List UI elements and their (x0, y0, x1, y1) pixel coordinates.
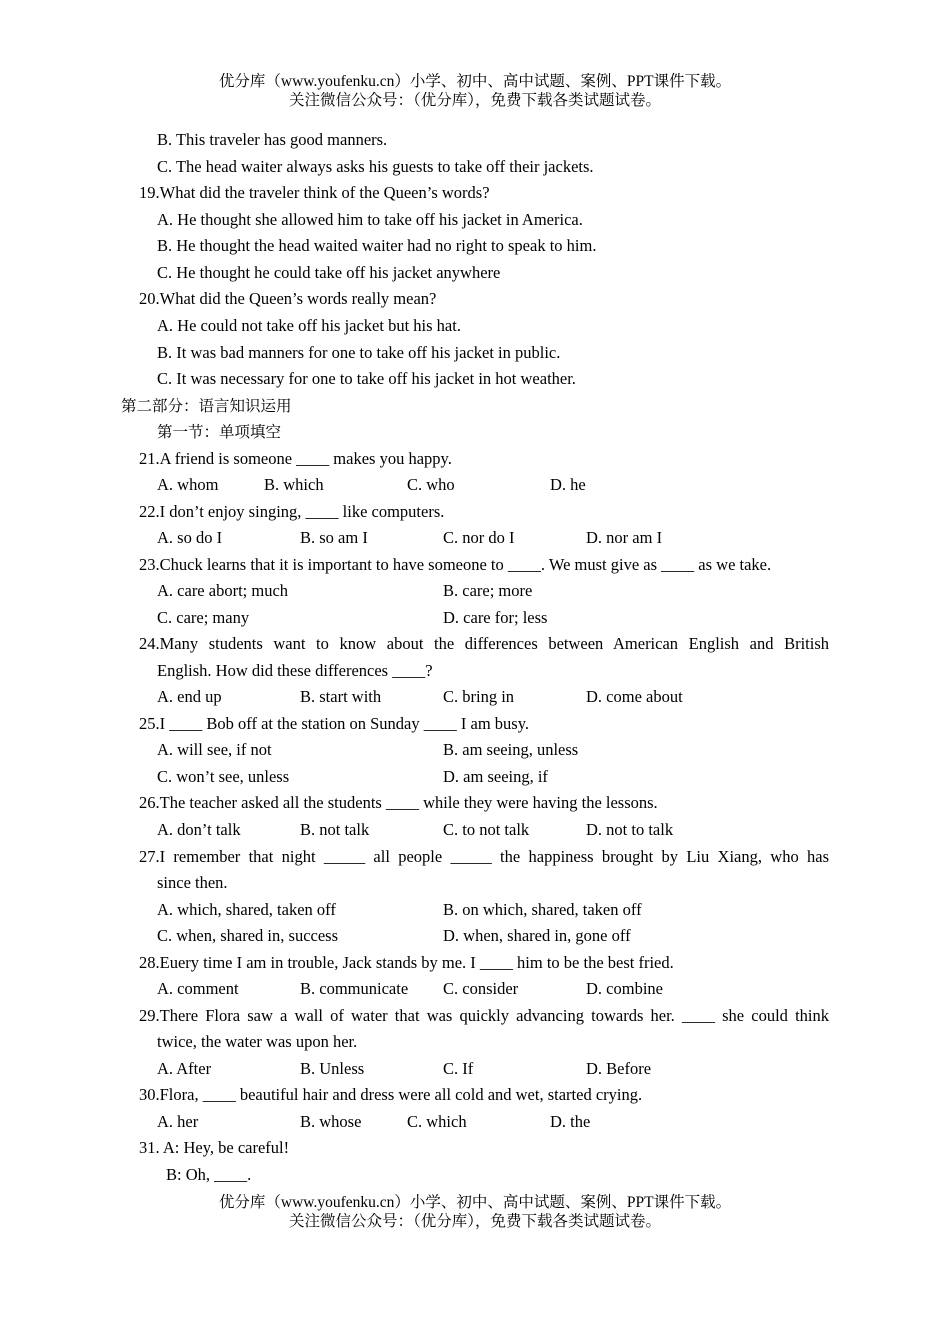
part2-title: 第二部分：语言知识运用 (121, 397, 292, 415)
q27-stem-line-1: 27.I remember that night _____ all people _____ the happiness brought by Liu Xiang, who has (139, 847, 829, 866)
q24-option-b: B. start with (300, 687, 382, 706)
q19-option-a: A. He thought she allowed him to take off his jacket in America. (157, 210, 583, 229)
q23-stem: 23.Chuck learns that it is important to have someone to ____. We must give as ____ as we take. (139, 555, 772, 574)
q18-option-b: B. This traveler has good manners. (157, 130, 388, 149)
page-footer-line-2: 关注微信公众号：（优分库），免费下载各类试题试卷。 (288, 1213, 661, 1230)
q25-option-b: B. am seeing, unless (443, 740, 579, 759)
q29-option-d: D. Before (586, 1059, 652, 1078)
q28-option-d: D. combine (586, 979, 663, 998)
q29-option-a: A. After (157, 1059, 212, 1078)
q21-option-d: D. he (550, 475, 586, 494)
q23-option-b: B. care; more (443, 581, 533, 600)
q19-option-b: B. He thought the head waited waiter had no right to speak to him. (157, 236, 597, 255)
q28-stem: 28.Euery time I am in trouble, Jack stands by me. I ____ him to be the best fried. (139, 953, 674, 972)
q19-option-c: C. He thought he could take off his jacket anywhere (157, 263, 501, 282)
q23-option-c: C. care; many (157, 608, 250, 627)
q22-option-c: C. nor do I (443, 528, 515, 547)
q19-stem: 19.What did the traveler think of the Queen’s words? (139, 183, 490, 202)
q25-option-c: C. won’t see, unless (157, 767, 290, 786)
q20-option-a: A. He could not take off his jacket but his hat. (157, 316, 461, 335)
q27-option-d: D. when, shared in, gone off (443, 926, 631, 945)
q26-stem: 26.The teacher asked all the students ____ while they were having the lessons. (139, 793, 658, 812)
q28-option-b: B. communicate (300, 979, 409, 998)
q29-stem-line-2: twice, the water was upon her. (157, 1032, 358, 1051)
q25-stem: 25.I ____ Bob off at the station on Sunday ____ I am busy. (139, 714, 530, 733)
q29-stem-line-1: 29.There Flora saw a wall of water that was quickly advancing towards her. ____ she could think (139, 1006, 829, 1025)
q27-option-b: B. on which, shared, taken off (443, 900, 642, 919)
q29-option-c: C. If (443, 1059, 474, 1078)
q22-option-d: D. nor am I (586, 528, 663, 547)
page-header-line-2: 关注微信公众号：（优分库），免费下载各类试题试卷。 (288, 92, 661, 109)
page-header-line-1: 优分库（www.youfenku.cn）小学、初中、高中试题、案例、PPT课件下载。 (218, 73, 732, 90)
q27-stem-line-2: since then. (157, 873, 228, 892)
q30-stem: 30.Flora, ____ beautiful hair and dress were all cold and wet, started crying. (139, 1085, 643, 1104)
q26-option-a: A. don’t talk (157, 820, 241, 839)
part2-section1-title: 第一节：单项填空 (157, 423, 282, 441)
q26-option-b: B. not talk (300, 820, 370, 839)
q31-dialogue-b: B: Oh, ____. (166, 1165, 252, 1184)
q23-option-d: D. care for; less (443, 608, 548, 627)
q18-option-c: C. The head waiter always asks his guests to take off their jackets. (157, 157, 594, 176)
q22-option-a: A. so do I (157, 528, 223, 547)
q23-option-a: A. care abort; much (157, 581, 289, 600)
q30-option-c: C. which (407, 1112, 467, 1131)
q20-option-c: C. It was necessary for one to take off his jacket in hot weather. (157, 369, 576, 388)
q28-option-a: A. comment (157, 979, 239, 998)
q27-option-c: C. when, shared in, success (157, 926, 339, 945)
q24-option-a: A. end up (157, 687, 222, 706)
q21-option-c: C. who (407, 475, 455, 494)
q24-stem-line-1: 24.Many students want to know about the differences between American English and British (139, 634, 829, 653)
q30-option-b: B. whose (300, 1112, 362, 1131)
q21-option-a: A. whom (157, 475, 219, 494)
q24-option-d: D. come about (586, 687, 683, 706)
q21-stem: 21.A friend is someone ____ makes you happy. (139, 449, 452, 468)
q25-option-d: D. am seeing, if (443, 767, 548, 786)
q30-option-d: D. the (550, 1112, 591, 1131)
q20-option-b: B. It was bad manners for one to take off his jacket in public. (157, 343, 561, 362)
q24-option-c: C. bring in (443, 687, 515, 706)
q31-dialogue-a: 31. A: Hey, be careful! (139, 1138, 290, 1157)
q26-option-d: D. not to talk (586, 820, 674, 839)
q30-option-a: A. her (157, 1112, 199, 1131)
q27-option-a: A. which, shared, taken off (157, 900, 336, 919)
q21-option-b: B. which (264, 475, 324, 494)
q29-option-b: B. Unless (300, 1059, 365, 1078)
page-footer-line-1: 优分库（www.youfenku.cn）小学、初中、高中试题、案例、PPT课件下载。 (218, 1194, 732, 1211)
q24-stem-line-2: English. How did these differences ____? (157, 661, 433, 680)
q20-stem: 20.What did the Queen’s words really mean? (139, 289, 437, 308)
q22-option-b: B. so am I (300, 528, 368, 547)
q22-stem: 22.I don’t enjoy singing, ____ like computers. (139, 502, 445, 521)
q28-option-c: C. consider (443, 979, 519, 998)
q25-option-a: A. will see, if not (157, 740, 272, 759)
q26-option-c: C. to not talk (443, 820, 530, 839)
